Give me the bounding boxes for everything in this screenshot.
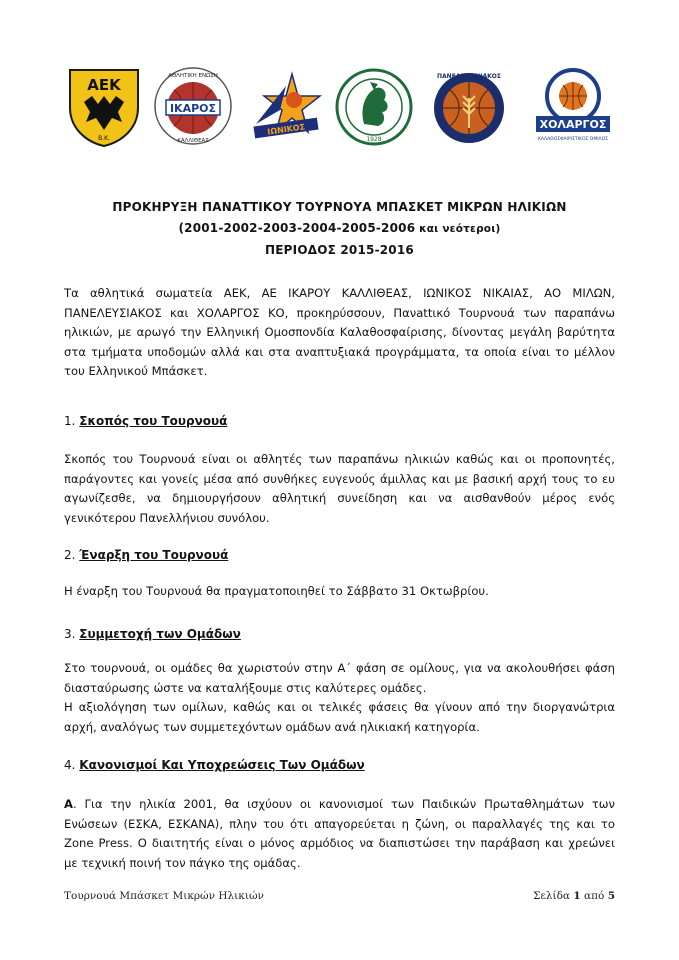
club-logos-row bbox=[66, 66, 614, 154]
section-2-title bbox=[64, 546, 228, 564]
cholargos-logo-text: ΧΟΛΑΡΓΟΣ bbox=[539, 118, 607, 131]
heading-line-1: ΠΡΟΚΗΡΥΞΗ ΠΑΝΑΤΤΙΚΟΥ ΤΟΥΡΝΟΥΑ ΜΠΑΣΚΕΤ ΜΙΚΡΩΝ ΗΛΙΚΙΩΝ bbox=[112, 200, 567, 214]
section-3-number: 3. bbox=[64, 627, 76, 641]
intro-paragraph: Τα αθλητικά σωματεία ΑΕΚ, ΑΕ ΙΚΑΡΟΥ ΚΑΛΛΙΘΕΑΣ, ΙΩΝΙΚΟΣ ΝΙΚΑΙΑΣ, ΑΟ ΜΙΛΩΝ, ΠΑΝΕΛΕΥΣΙΑΚΟΣ και ΧΟΛΑΡΓΟΣ ΚΟ, προκηρύσσουν, Πανattικό Τουρνουά των παραπάνω ηλικιών, με αρωγό την Ελληνική Ομοσπονδία Καλαθοσφαίρισης, δίνοντας μεγάλη βαρύτητα στα τμήματα υποδομών αλλά και στα αναπτυξιακά προγράμματα, τα οποία είναι το μέλλον του Ελληνικού Μπάσκετ. bbox=[64, 286, 615, 379]
section-2-body: Η έναρξη του Τουρνουά θα πραγματοποιηθεί το Σάββατο 31 Οκτωβρίου. bbox=[64, 584, 489, 598]
section-3-body-2: Η αξιολόγηση των ομίλων, καθώς και οι τελικές φάσεις θα γίνουν από την διοργανώτρια αρχή, αναλόγως των συμμετεχόντων ομάδων ανά ηλικιακή κατηγορία. bbox=[64, 700, 615, 734]
ionikos-logo bbox=[246, 66, 326, 148]
cholargos-logo-sub: ΚΑΛΑΘΟΣΦΑΙΡΙΣΤΙΚΟΣ ΟΜΙΛΟΣ bbox=[537, 137, 609, 142]
panelefsiniakos-logo-text: ΠΑΝΕΛΕΥΣΙΝΙΑΚΟΣ bbox=[437, 73, 501, 80]
document-heading bbox=[40, 197, 639, 261]
ikaros-logo-arc-top: ΑΘΛΗΤΙΚΗ ΕΝΩΣΗ bbox=[168, 73, 218, 79]
section-1-body: Σκοπός του Τουρνουά είναι οι αθλητές των παραπάνω ηλικιών καθώς και οι προπονητές, παράγοντες και γονείς μέσα από συνθήκες ευγενούς άμιλλας και με βασική αρχή τους το ευ αγωνίζεσθε, να δημιουργήσουν αθλητική συνείδηση και να αισθανθούν μέρος ενός γενικότερου Πανελλήνιου συνόλου. bbox=[64, 452, 615, 525]
footer-title: Τουρνουά Μπάσκετ Μικρών Ηλικιών bbox=[64, 890, 264, 902]
section-3-heading: Συμμετοχή των Ομάδων bbox=[79, 627, 241, 641]
cholargos-logo bbox=[532, 66, 614, 148]
aek-logo-text: ΑΕΚ bbox=[87, 76, 121, 94]
heading-line-2 bbox=[40, 218, 639, 240]
section-3-title bbox=[64, 625, 241, 643]
section-4-lead-letter: Α bbox=[64, 797, 73, 811]
ikaros-logo-text: ΙΚΑΡΟΣ bbox=[169, 102, 217, 115]
panellinios-logo bbox=[334, 66, 414, 148]
heading-years-suffix: και νεότεροι) bbox=[415, 223, 501, 235]
section-1-heading: Σκοπός του Τουρνουά bbox=[79, 414, 228, 428]
panelefsiniakos-logo bbox=[430, 66, 508, 148]
aek-logo-sub: Β.Κ. bbox=[98, 135, 110, 142]
footer-page-number: 1 bbox=[573, 890, 581, 902]
heading-years: (2001-2002-2003-2004-2005-2006 bbox=[178, 221, 416, 235]
footer-page-total: 5 bbox=[607, 890, 615, 902]
footer-page-label: Σελίδα bbox=[532, 890, 571, 902]
section-1-title bbox=[64, 412, 227, 430]
section-2-heading: Έναρξη του Τουρνουά bbox=[79, 548, 229, 562]
ikaros-logo-arc-bottom: ΚΑΛΛΙΘΕΑΣ bbox=[177, 138, 209, 144]
aek-logo bbox=[66, 66, 142, 148]
footer-page-info bbox=[533, 890, 615, 902]
heading-line-3: ΠΕΡΙΟΔΟΣ 2015-2016 bbox=[265, 243, 414, 257]
section-4-heading: Κανονισμοί Και Υποχρεώσεις Των Ομάδων bbox=[79, 758, 365, 772]
section-4-body-text: . Για την ηλικία 2001, θα ισχύουν οι κανονισμοί των Παιδικών Πρωταθλημάτων των Ενώσεων (ΕΣΚΑ, ΕΣΚΑΝΑ), πλην του ότι απαγορεύεται η ζώνη, οι παραλλαγές της και το Zone Press. Ο διαιτητής είναι ο μόνος αρμόδιος να διαπιστώσει την παράβαση και χρεώνει με τεχνική ποινή τον πάγκο της ομάδας. bbox=[64, 797, 615, 870]
section-4-title bbox=[64, 756, 365, 774]
section-4-number: 4. bbox=[64, 758, 76, 772]
section-4-body bbox=[64, 795, 615, 873]
ionikos-logo-text: ΙΩΝΙΚΟΣ bbox=[266, 122, 306, 137]
section-1-number: 1. bbox=[64, 414, 76, 428]
section-2-number: 2. bbox=[64, 548, 76, 562]
ikaros-logo bbox=[152, 66, 234, 148]
section-3-body: Στο τουρνουά, οι ομάδες θα χωριστούν στην Α΄ φάση σε ομίλους, για να ακολουθήσει φάση διασταύρωσης ώστε να καταλήξουμε στις καλύτερες ομάδες. bbox=[64, 661, 615, 695]
footer-of-label: από bbox=[584, 890, 605, 902]
panellinios-logo-year: 1928 bbox=[366, 136, 382, 143]
